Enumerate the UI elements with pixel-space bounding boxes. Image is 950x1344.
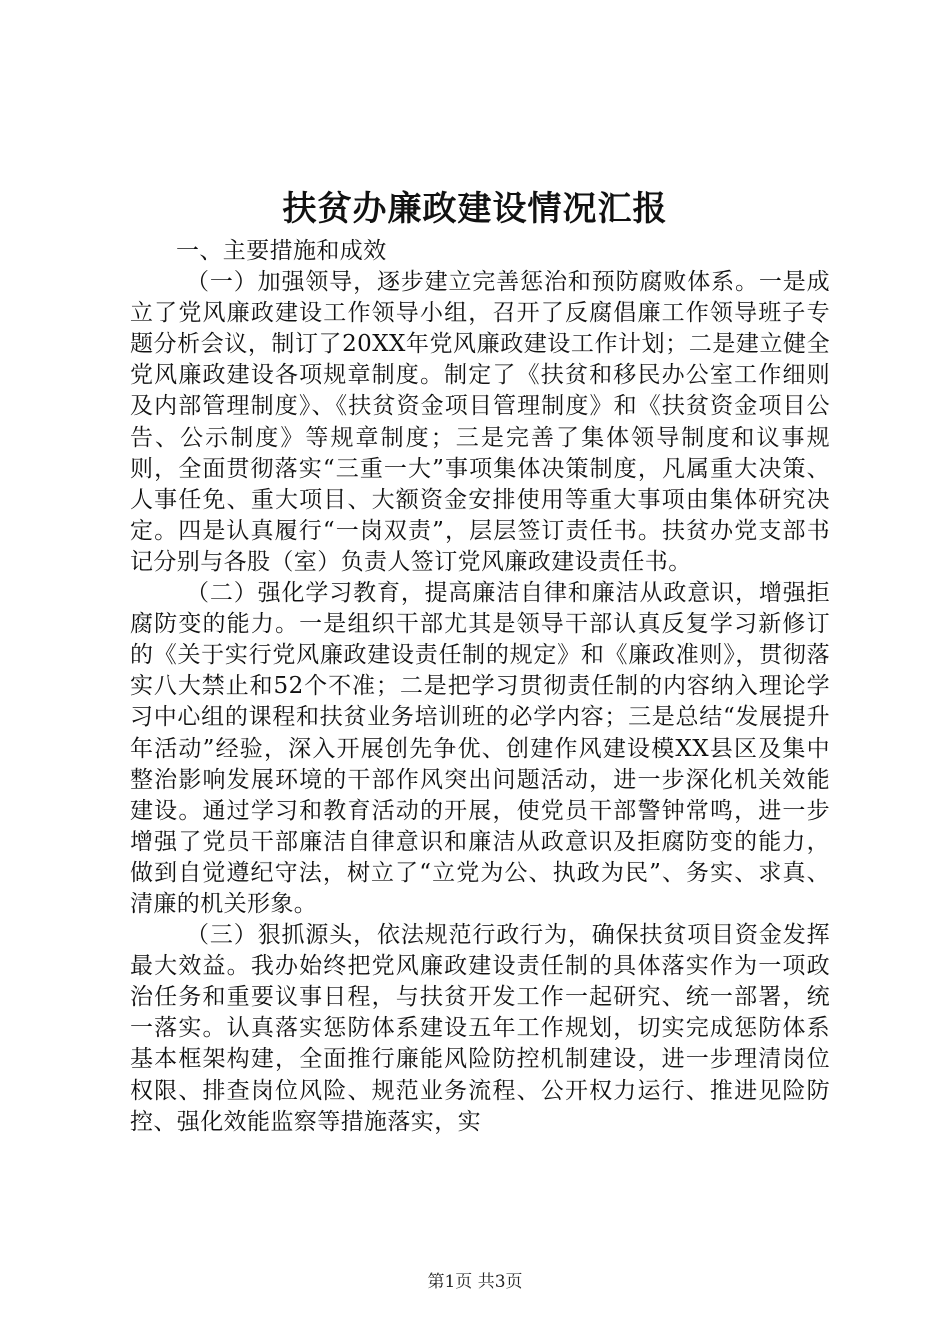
page-number: 第1页 共3页 bbox=[427, 1272, 523, 1292]
paragraph-3: （三）狠抓源头，依法规范行政行为，确保扶贫项目资金发挥最大效益。我办始终把党风廉政建设责任制的具体落实作为一项政治任务和重要议事日程，与扶贫开发工作一起研究、统一部署，统一落实。认真落实惩防体系建设五年工作规划，切实完成惩防体系基本框架构建，全面推行廉能风险防控机制建设，进一步理清岗位权限、排查岗位风险、规范业务流程、公开权力运行、推进见险防控、强化效能监察等措施落实，实 bbox=[130, 922, 830, 1135]
paragraph-2: （二）强化学习教育，提高廉洁自律和廉洁从政意识，增强拒腐防变的能力。一是组织干部尤其是领导干部认真反复学习新修订的《关于实行党风廉政建设责任制的规定》和《廉政准则》，贯彻落实八大禁止和52个不准；二是把学习贯彻责任制的内容纳入理论学习中心组的课程和扶贫业务培训班的必学内容；三是总结“发展提升年活动”经验，深入开展创先争优、创建作风建设模XX县区及集中整治影响发展环境的干部作风突出问题活动，进一步深化机关效能建设。通过学习和教育活动的开展，使党员干部警钟常鸣，进一步增强了党员干部廉洁自律意识和廉洁从政意识及拒腐防变的能力，做到自觉遵纪守法，树立了“立党为公、执政为民”、务实、求真、清廉的机关形象。 bbox=[130, 580, 830, 917]
paragraph-1: （一）加强领导，逐步建立完善惩治和预防腐败体系。一是成立了党风廉政建设工作领导小组，召开了反腐倡廉工作领导班子专题分析会议，制订了20XX年党风廉政建设工作计划；二是建立健全党风廉政建设各项规章制度。制定了《扶贫和移民办公室工作细则及内部管理制度》、《扶贫资金项目管理制度》和《扶贫资金项目公告、公示制度》等规章制度；三是完善了集体领导制度和议事规则，全面贯彻落实“三重一大”事项集体决策制度，凡属重大决策、人事任免、重大项目、大额资金安排使用等重大事项由集体研究决定。四是认真履行“一岗双责”，层层签订责任书。扶贫办党支部书记分别与各股（室）负责人签订党风廉政建设责任书。 bbox=[130, 269, 830, 575]
section-heading: 一、主要措施和成效 bbox=[176, 238, 387, 264]
document-body bbox=[130, 236, 830, 1138]
document-title: 扶贫办廉政建设情况汇报 bbox=[282, 189, 668, 229]
